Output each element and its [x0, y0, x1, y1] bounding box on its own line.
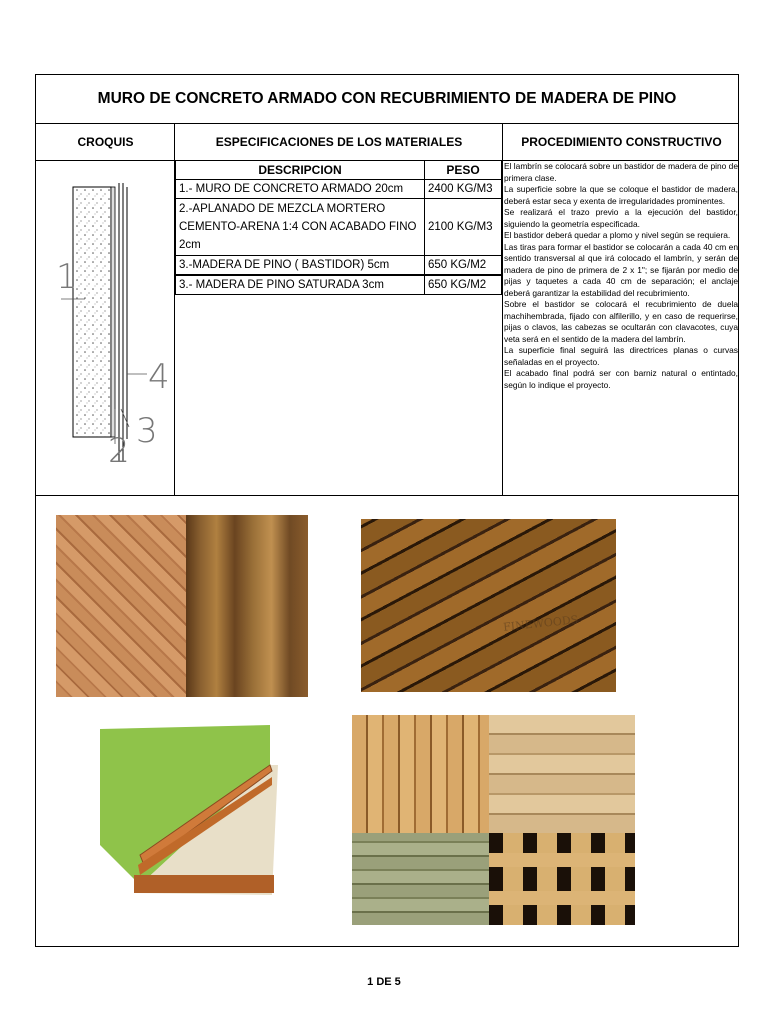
row-desc: 3.- MADERA DE PINO SATURADA 3cm [176, 275, 425, 295]
watermark-text: FINEWOODS [502, 613, 579, 634]
page-title: MURO DE CONCRETO ARMADO CON RECUBRIMIENTO DE MADERA DE PINO [36, 75, 738, 124]
board-side [134, 875, 274, 893]
header-row [36, 123, 738, 161]
herringbone-wood-photo [56, 515, 186, 697]
sketch-label-2: 2 [108, 431, 130, 471]
row-desc: 1.- MURO DE CONCRETO ARMADO 20cm [176, 180, 425, 199]
procedure-paragraph: Las tiras para formar el bastidor se colocarán a cada 40 cm en sentido transversal al que irá colocado el lambrín, y serán de madera de pino de primera de 2 x 1"; se fijarán por medio de pijas y taquetes a cada 40 cm de separación; el anclaje deberá garantizar la estabilidad del recubrimiento. [504, 241, 738, 298]
section-divider [36, 495, 738, 496]
row-peso: 650 KG/M2 [425, 275, 502, 295]
table-header-row [176, 161, 502, 180]
wood-panel-photo [186, 515, 308, 697]
table-row [176, 275, 502, 295]
procedure-paragraph: Sobre el bastidor se colocará el recubrimiento de duela machihembrada, fijado con alfilerillo, y en caso de requerirse, pijas o clavos, las cabezas se ocultarán con clavacotes, cuya veta será en el sentido de la madera del lambrín. [504, 299, 738, 344]
procedure-paragraph: El lambrín se colocará sobre un bastidor de madera de pino de primera clase. [504, 161, 738, 183]
procedure-paragraph: El bastidor deberá quedar a plomo y nivel según se requiera. [504, 230, 731, 240]
header-procedimiento: PROCEDIMIENTO CONSTRUCTIVO [521, 134, 722, 149]
row-peso: 650 KG/M2 [425, 256, 502, 276]
sketch-label-1: 1 [56, 257, 78, 297]
mortar-layer [111, 187, 115, 437]
procedure-paragraph: El acabado final podrá ser con barniz natural o entintado, según lo indique el proyecto. [504, 368, 738, 390]
sketch-label-3: 3 [136, 411, 158, 451]
table-row [176, 180, 502, 199]
procedure-text [504, 161, 738, 391]
wood-deck-photo [361, 519, 616, 692]
lumber-pallet-photo [489, 833, 635, 925]
pallet-slat [489, 891, 635, 905]
column-divider [502, 123, 503, 495]
tongue-groove-illustration [100, 725, 278, 895]
pallet-slat [489, 853, 635, 867]
lumber-boards-photo [489, 715, 635, 833]
table-row [176, 256, 502, 276]
procedure-paragraph: La superficie final seguirá las directrices planas o curvas señaladas en el proyecto. [504, 345, 738, 367]
procedure-paragraph: Se realizará el trazo previo a la ejecución del bastidor, siguiendo la geometría especificada. [504, 207, 738, 229]
sketch-label-4: 4 [148, 357, 170, 397]
page-number: 1 DE 5 [367, 976, 401, 988]
row-peso: 2100 KG/M3 [425, 199, 502, 256]
lumber-stack-photo [352, 715, 489, 833]
col-peso: PESO [425, 161, 502, 180]
row-desc: 2.-APLANADO DE MEZCLA MORTERO CEMENTO-ARENA 1:4 CON ACABADO FINO 2cm [176, 199, 425, 256]
concrete-layer [73, 187, 111, 437]
document-frame [35, 74, 739, 947]
row-desc: 3.-MADERA DE PINO ( BASTIDOR) 5cm [176, 256, 425, 276]
leader-line-3 [121, 409, 129, 427]
table-row [176, 199, 502, 256]
row-peso: 2400 KG/M3 [425, 180, 502, 199]
procedure-paragraph: La superficie sobre la que se coloque el bastidor de madera, deberá estar seca y exenta de irregularidades prominentes. [504, 184, 738, 206]
treated-lumber-photo [352, 833, 489, 925]
header-croquis: CROQUIS [77, 134, 134, 149]
materials-table [175, 160, 502, 295]
header-especificaciones: ESPECIFICACIONES DE LOS MATERIALES [215, 134, 463, 149]
col-descripcion: DESCRIPCION [176, 161, 425, 180]
